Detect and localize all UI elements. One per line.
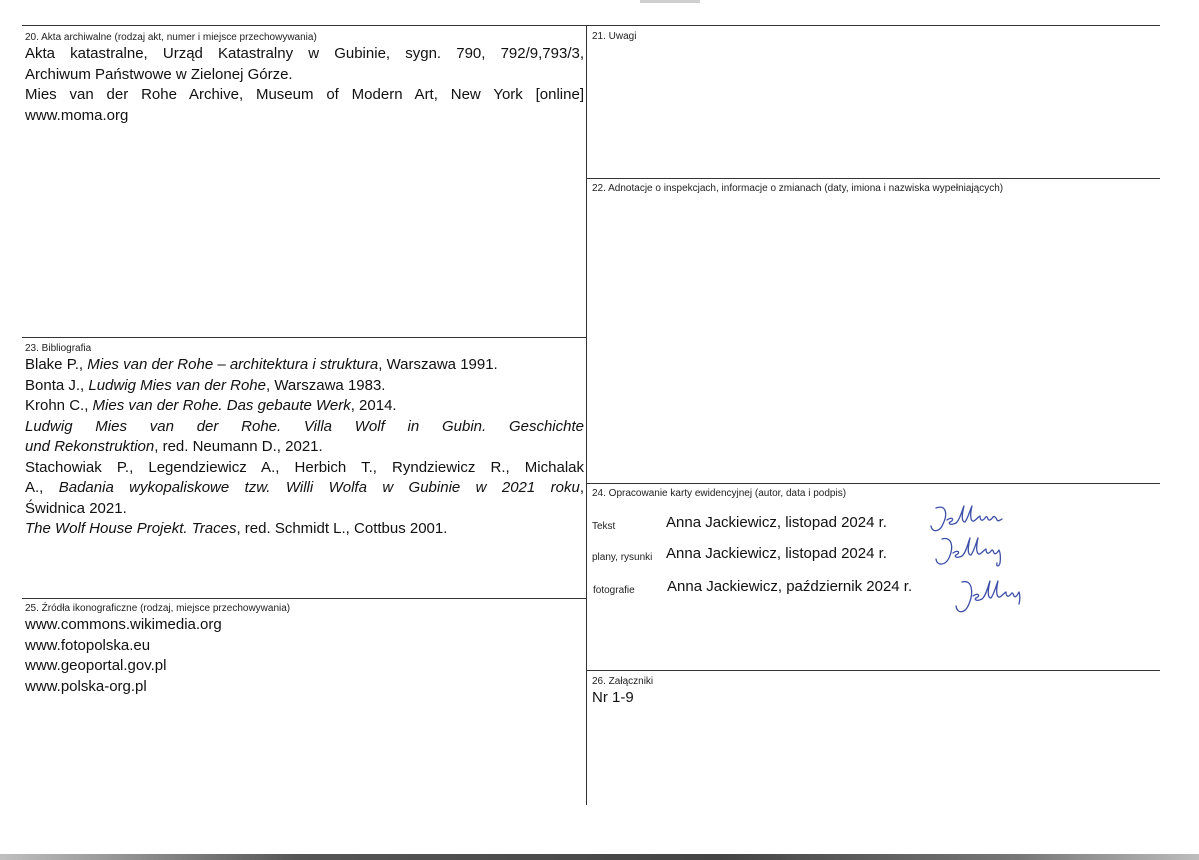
iconographic-sources-list: [25, 615, 584, 697]
archive-line-2: Archiwum Państwowe w Zielonej Górze.: [25, 65, 293, 83]
divider-20-23: [22, 337, 586, 338]
bibliography-entry: Krohn C., Mies van der Rohe. Das gebaute Werk, 2014.: [25, 397, 397, 414]
section-23: [25, 343, 584, 540]
divider-24-26: [587, 670, 1160, 671]
author-role: fotografie: [593, 585, 635, 596]
author-name-date: Anna Jackiewicz, listopad 2024 r.: [666, 514, 887, 531]
divider-22-24: [587, 483, 1160, 484]
author-name-date: Anna Jackiewicz, październik 2024 r.: [667, 578, 913, 595]
source-link: www.polska-org.pl: [25, 677, 147, 695]
section-26-label: 26. Załączniki: [592, 676, 654, 687]
archive-line-3: Mies van der Rohe Archive, Museum of Modern Art, New York [online]: [25, 86, 584, 103]
bibliography-entry: The Wolf House Projekt. Traces, red. Schmidt L., Cottbus 2001.: [25, 520, 448, 537]
bibliography-entry-cont: und Rekonstruktion, red. Neumann D., 2021.: [25, 438, 323, 455]
author-role: Tekst: [592, 521, 616, 532]
section-25: [25, 603, 584, 697]
section-24-label: 24. Opracowanie karty ewidencyjnej (autor, data i podpis): [592, 488, 847, 499]
signature-2: [932, 533, 1012, 573]
author-name-date: Anna Jackiewicz, listopad 2024 r.: [666, 545, 887, 562]
top-border: [22, 25, 1160, 26]
bibliography-entry-cont: A., Badania wykopaliskowe tzw. Willi Wolfa w Gubinie w 2021 roku,: [25, 479, 584, 496]
archive-line-4: www.moma.org: [25, 106, 129, 124]
section-21-label: 21. Uwagi: [592, 31, 637, 42]
section-26: [592, 676, 1152, 709]
divider-21-22: [587, 178, 1160, 179]
section-22-label: 22. Adnotacje o inspekcjach, informacje o zmianach (daty, imiona i nazwiska wypełniających): [592, 183, 1004, 194]
section-20: [25, 32, 584, 126]
section-25-label: 25. Źródła ikonograficzne (rodzaj, miejsce przechowywania): [25, 603, 291, 614]
bibliography-entry: Stachowiak P., Legendziewicz A., Herbich T., Ryndziewicz R., Michalak: [25, 458, 584, 476]
author-row-text: [592, 513, 1192, 537]
section-23-label: 23. Bibliografia: [25, 343, 92, 354]
attachments-value: Nr 1-9: [592, 689, 634, 706]
author-role: plany, rysunki: [592, 552, 653, 563]
archive-line-1: Akta katastralne, Urząd Katastralny w Gubinie, sygn. 790, 792/9,793/3,: [25, 45, 584, 62]
scan-edge-bottom: [0, 854, 1199, 860]
author-row-photos: [592, 577, 1192, 601]
section-20-text: [25, 44, 584, 126]
column-divider: [586, 25, 587, 805]
scan-edge-top: [640, 0, 700, 3]
source-link: www.commons.wikimedia.org: [25, 616, 222, 633]
source-link: www.fotopolska.eu: [25, 636, 151, 654]
signature-3: [948, 574, 1030, 622]
bibliography-entry: Blake P., Mies van der Rohe – architektura i struktura, Warszawa 1991.: [25, 356, 498, 373]
bibliography-entry: Bonta J., Ludwig Mies van der Rohe, Warszawa 1983.: [25, 376, 386, 394]
bibliography-list: [25, 355, 584, 540]
author-row-plans: [592, 544, 1192, 568]
bibliography-entry: Ludwig Mies van der Rohe. Villa Wolf in Gubin. Geschichte: [25, 417, 584, 435]
source-link: www.geoportal.gov.pl: [25, 657, 167, 674]
divider-23-25: [22, 598, 586, 599]
section-20-label: 20. Akta archiwalne (rodzaj akt, numer i miejsce przechowywania): [25, 32, 317, 43]
bibliography-entry-cont: Świdnica 2021.: [25, 499, 127, 517]
